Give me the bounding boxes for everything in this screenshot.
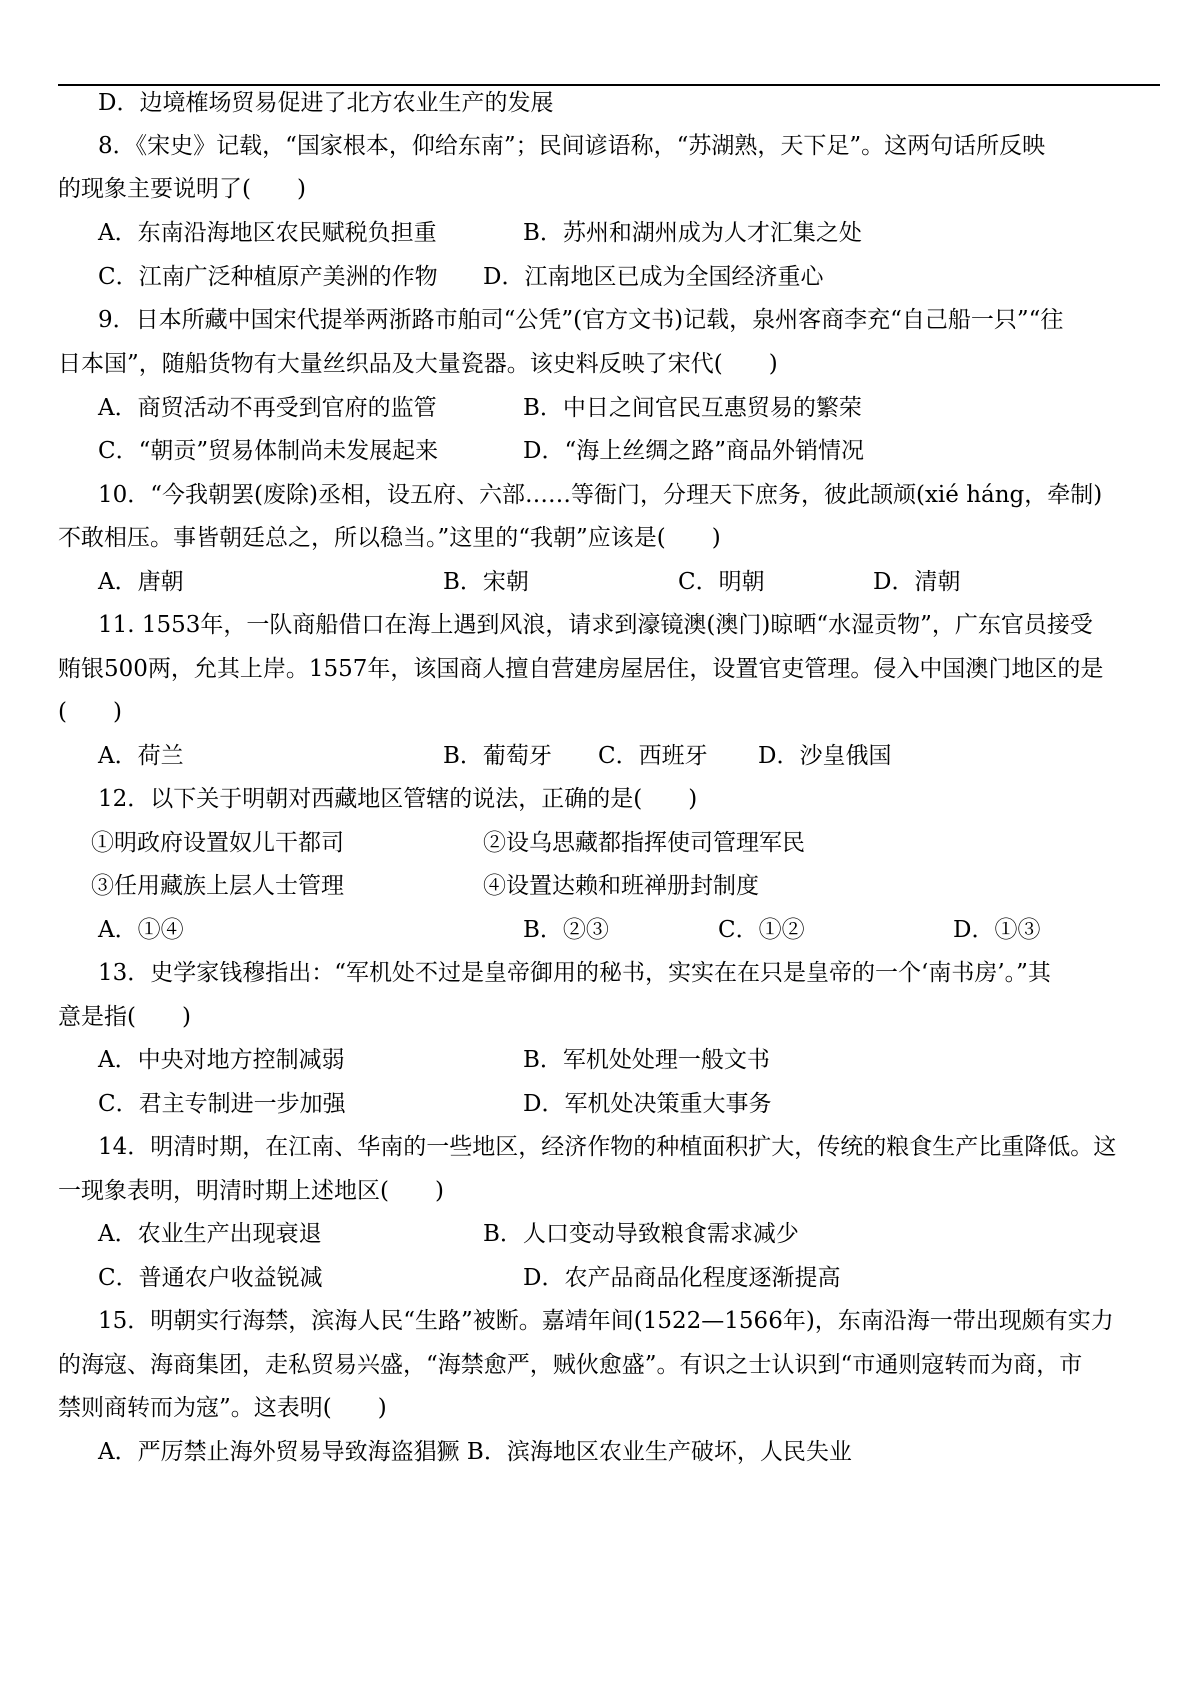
q12-statement-2: ②设乌思藏都指挥使司管理军民 <box>483 830 805 856</box>
q9-stem-line2: 日本国”，随船货物有大量丝织品及大量瓷器。该史料反映了宋代( ) <box>58 351 778 377</box>
q10-stem-line1: 10．“今我朝罢(废除)丞相，设五府、六部……等衙门，分理天下庶务，彼此颉颃(xié háng，牵制) <box>98 482 1103 508</box>
q13-option-d: D．军机处决策重大事务 <box>523 1091 772 1117</box>
q12-option-a: A．①④ <box>98 917 184 943</box>
q9-option-a: A．商贸活动不再受到官府的监管 <box>98 395 437 421</box>
q14-option-d: D．农产品商品化程度逐渐提高 <box>523 1265 841 1291</box>
q12-statement-4: ④设置达赖和班禅册封制度 <box>483 873 759 899</box>
q9-option-b: B．中日之间官民互惠贸易的繁荣 <box>523 395 862 421</box>
q10-option-b: B．宋朝 <box>443 569 529 595</box>
q12-statement-3: ③任用藏族上层人士管理 <box>91 873 344 899</box>
q11-option-a: A．荷兰 <box>98 743 184 769</box>
q13-option-b: B．军机处处理一般文书 <box>523 1047 770 1073</box>
q8-option-c: C．江南广泛种植原产美洲的作物 <box>98 264 438 290</box>
q15-stem-line3: 禁则商转而为寇”。这表明( ) <box>58 1395 387 1421</box>
q8-option-b: B．苏州和湖州成为人才汇集之处 <box>523 220 862 246</box>
q14-option-c: C．普通农户收益锐减 <box>98 1265 323 1291</box>
q13-option-a: A．中央对地方控制减弱 <box>98 1047 345 1073</box>
header-rule <box>58 84 1160 86</box>
q10-stem-line2: 不敢相压。事皆朝廷总之，所以稳当。”这里的“我朝”应该是( ) <box>58 525 721 551</box>
q11-option-c: C．西班牙 <box>598 743 708 769</box>
q15-stem-line2: 的海寇、海商集团，走私贸易兴盛，“海禁愈严，贼伙愈盛”。有识之士认识到“市通则寇转而为商，市 <box>58 1352 1083 1378</box>
q14-option-b: B．人口变动导致粮食需求减少 <box>483 1221 799 1247</box>
q12-statement-1: ①明政府设置奴儿干都司 <box>91 830 344 856</box>
q11-option-b: B．葡萄牙 <box>443 743 552 769</box>
q7-option-d: D．边境榷场贸易促进了北方农业生产的发展 <box>98 90 554 116</box>
q11-stem-line1: 11. 1553年，一队商船借口在海上遇到风浪，请求到濠镜澳(澳门)晾晒“水湿贡物”，广东官员接受 <box>98 612 1093 638</box>
q14-option-a: A．农业生产出现衰退 <box>98 1221 322 1247</box>
q8-stem-line2: 的现象主要说明了( ) <box>58 176 306 202</box>
q14-stem-line2: 一现象表明，明清时期上述地区( ) <box>58 1178 444 1204</box>
q9-option-d: D．“海上丝绸之路”商品外销情况 <box>523 438 864 464</box>
q12-stem-line1: 12．以下关于明朝对西藏地区管辖的说法，正确的是( ) <box>98 786 698 812</box>
q14-stem-line1: 14．明清时期，在江南、华南的一些地区，经济作物的种植面积扩大，传统的粮食生产比重降低。这 <box>98 1134 1117 1160</box>
q10-option-c: C．明朝 <box>678 569 765 595</box>
q12-option-b: B．②③ <box>523 917 609 943</box>
q13-option-c: C．君主专制进一步加强 <box>98 1091 346 1117</box>
q8-option-a: A．东南沿海地区农民赋税负担重 <box>98 220 437 246</box>
q10-option-d: D．清朝 <box>873 569 961 595</box>
q8-option-d: D．江南地区已成为全国经济重心 <box>483 264 824 290</box>
q12-option-d: D．①③ <box>953 917 1041 943</box>
q13-stem-line2: 意是指( ) <box>58 1004 191 1030</box>
q13-stem-line1: 13．史学家钱穆指出：“军机处不过是皇帝御用的秘书，实实在在只是皇帝的一个‘南书房’。”其 <box>98 960 1051 986</box>
q12-option-c: C．①② <box>718 917 805 943</box>
q9-option-c: C．“朝贡”贸易体制尚未发展起来 <box>98 438 439 464</box>
q11-stem-line3: ( ) <box>58 699 122 725</box>
q15-options-ab: A．严厉禁止海外贸易导致海盗猖獗 B．滨海地区农业生产破坏，人民失业 <box>98 1439 852 1465</box>
q11-option-d: D．沙皇俄国 <box>758 743 892 769</box>
q11-stem-line2: 贿银500两，允其上岸。1557年，该国商人擅自营建房屋居住，设置官吏管理。侵入中国澳门地区的是 <box>58 656 1104 682</box>
q8-stem-line1: 8．《宋史》记载，“国家根本，仰给东南”；民间谚语称，“苏湖熟，天下足”。这两句话所反映 <box>98 133 1046 159</box>
q9-stem-line1: 9．日本所藏中国宋代提举两浙路市舶司“公凭”(官方文书)记载，泉州客商李充“自己船一只”“往 <box>98 307 1064 333</box>
q10-option-a: A．唐朝 <box>98 569 184 595</box>
q15-stem-line1: 15．明朝实行海禁，滨海人民“生路”被断。嘉靖年间(1522—1566年)，东南沿海一带出现颇有实力 <box>98 1308 1114 1334</box>
